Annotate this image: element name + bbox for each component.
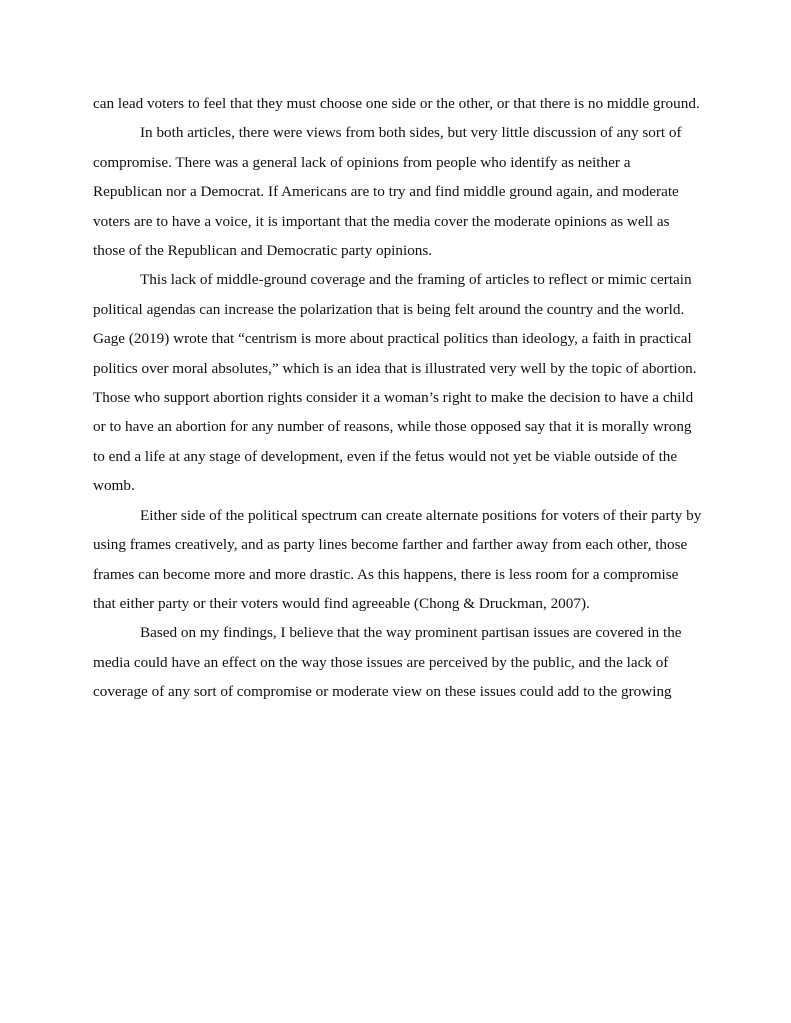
paragraph-framing: Either side of the political spectrum can create alternate positions for voters of their party by using frames creatively, and as party lines become farther and farther away from each other, those frames can become more and more drastic. As this happens, there is less room for a compromise that either party or their voters would find agreeable (Chong & Druckman, 2007).: [93, 506, 702, 612]
paragraph-findings: Based on my findings, I believe that the way prominent partisan issues are covered in the media could have an effect on the way those issues are perceived by the public, and the lack of coverage of any sort of compromise or moderate view on these issues could add to the growing: [93, 624, 682, 701]
paragraph-continuation: can lead voters to feel that they must choose one side or the other, or that there is no middle ground.: [93, 95, 700, 112]
paragraph-compromise: In both articles, there were views from both sides, but very little discussion of any sort of compromise. There was a general lack of opinions from people who identify as neither a Republican nor a Democrat. If Americans are to try and find middle ground again, and moderate voters are to have a voice, it is important that the media cover the moderate opinions as well as those of the Republican and Democratic party opinions.: [93, 124, 682, 260]
body-text: [93, 89, 703, 707]
paragraph-polarization: This lack of middle-ground coverage and the framing of articles to reflect or mimic certain political agendas can increase the polarization that is being felt around the country and the world. Gage (2019) wrote that “centrism is more about practical politics than ideology, a faith in practical politics over moral absolutes,” which is an idea that is illustrated very well by the topic of abortion. Those who support abortion rights consider it a woman’s right to make the decision to have a child or to have an abortion for any number of reasons, while those opposed say that it is morally wrong to end a life at any stage of development, even if the fetus would not yet be viable outside of the womb.: [93, 271, 697, 495]
